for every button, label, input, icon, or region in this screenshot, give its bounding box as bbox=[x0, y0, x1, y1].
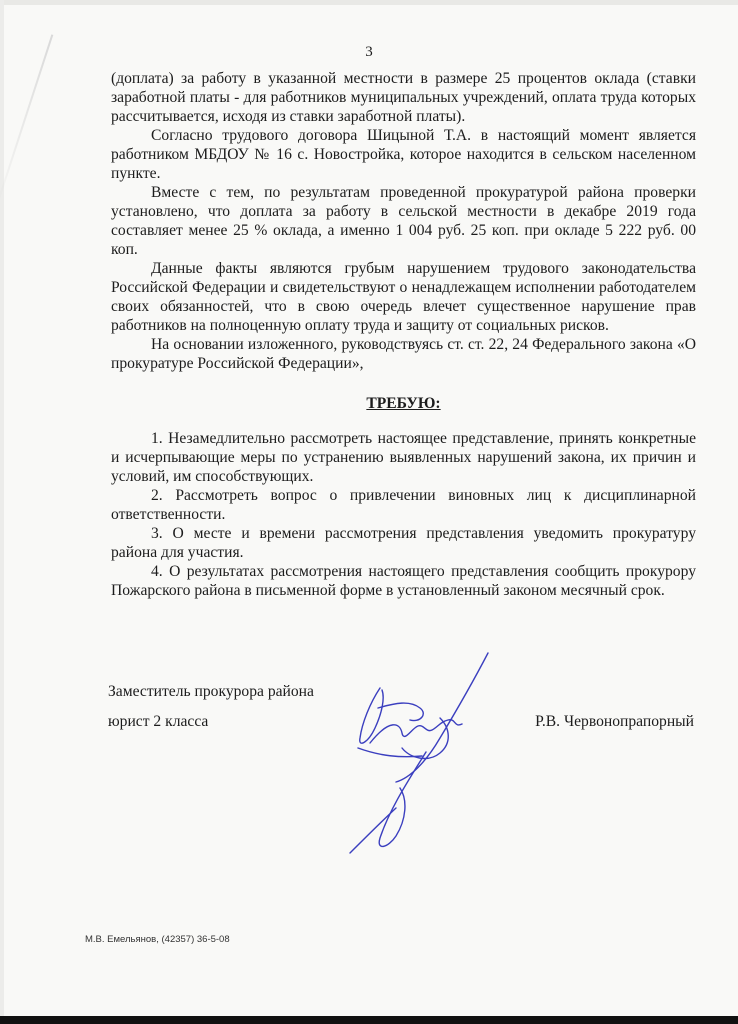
demand-item-1: 1. Незамедлительно рассмотреть настоящее представление, принять конкретные и исчерпывающие меры по устранению выявленных нарушений закона, их причин и условий, им способствующих. bbox=[111, 430, 696, 485]
demand-item-2: 2. Рассмотреть вопрос о привлечении виновных лиц к дисциплинарной ответственности. bbox=[111, 487, 696, 523]
paragraph-5: На основании изложенного, руководствуясь ст. ст. 22, 24 Федерального закона «О прокуратуре Российской Федерации», bbox=[111, 336, 696, 372]
demand-item-3: 3. О месте и времени рассмотрения представления уведомить прокуратуру района для участия. bbox=[111, 525, 696, 561]
page-number: 3 bbox=[365, 44, 373, 60]
paragraph-4: Данные факты являются грубым нарушением трудового законодательства Российской Федерации и свидетельствуют о ненадлежащем исполнении работодателем своих обязанностей, что в свою очередь влечет существенное нарушение прав работников на полноценную оплату труда и защиту от социальных рисков. bbox=[111, 260, 696, 334]
demand-heading: ТРЕБУЮ: bbox=[366, 395, 441, 412]
page-left-edge bbox=[0, 0, 4, 1024]
signatory-rank: юрист 2 класса bbox=[108, 713, 209, 730]
paragraph-3: Вместе с тем, по результатам проведенной прокуратурой района проверки установлено, что доплата за работу в сельской местности в декабре 2019 года составляет менее 25 % оклада, а именно 1 004 руб. 25 коп. при окладе 5 222 руб. 00 коп. bbox=[111, 184, 696, 258]
page-top-edge bbox=[0, 0, 738, 5]
executor-contact: М.В. Емельянов, (42357) 36-5-08 bbox=[85, 934, 230, 945]
scan-bottom-edge bbox=[0, 1016, 738, 1024]
demand-item-4: 4. О результатах рассмотрения настоящего представления сообщить прокурору Пожарского района в письменной форме в установленный законом месячный срок. bbox=[111, 563, 696, 599]
scan-mark bbox=[0, 34, 53, 215]
handwritten-signature bbox=[340, 648, 500, 878]
signatory-name: Р.В. Червонопрапорный bbox=[535, 713, 694, 730]
signatory-position: Заместитель прокурора района bbox=[108, 683, 314, 700]
document-body bbox=[111, 69, 696, 600]
paragraph-2: Согласно трудового договора Шицыной Т.А. в настоящий момент является работником МБДОУ № 16 с. Новостройка, которое находится в сельском населенном пункте. bbox=[111, 127, 696, 182]
paragraph-1: (доплата) за работу в указанной местности в размере 25 процентов оклада (ставки заработной платы - для работников муниципальных учреждений, оплата труда которых рассчитывается, исходя из ставки заработной платы). bbox=[111, 70, 696, 125]
